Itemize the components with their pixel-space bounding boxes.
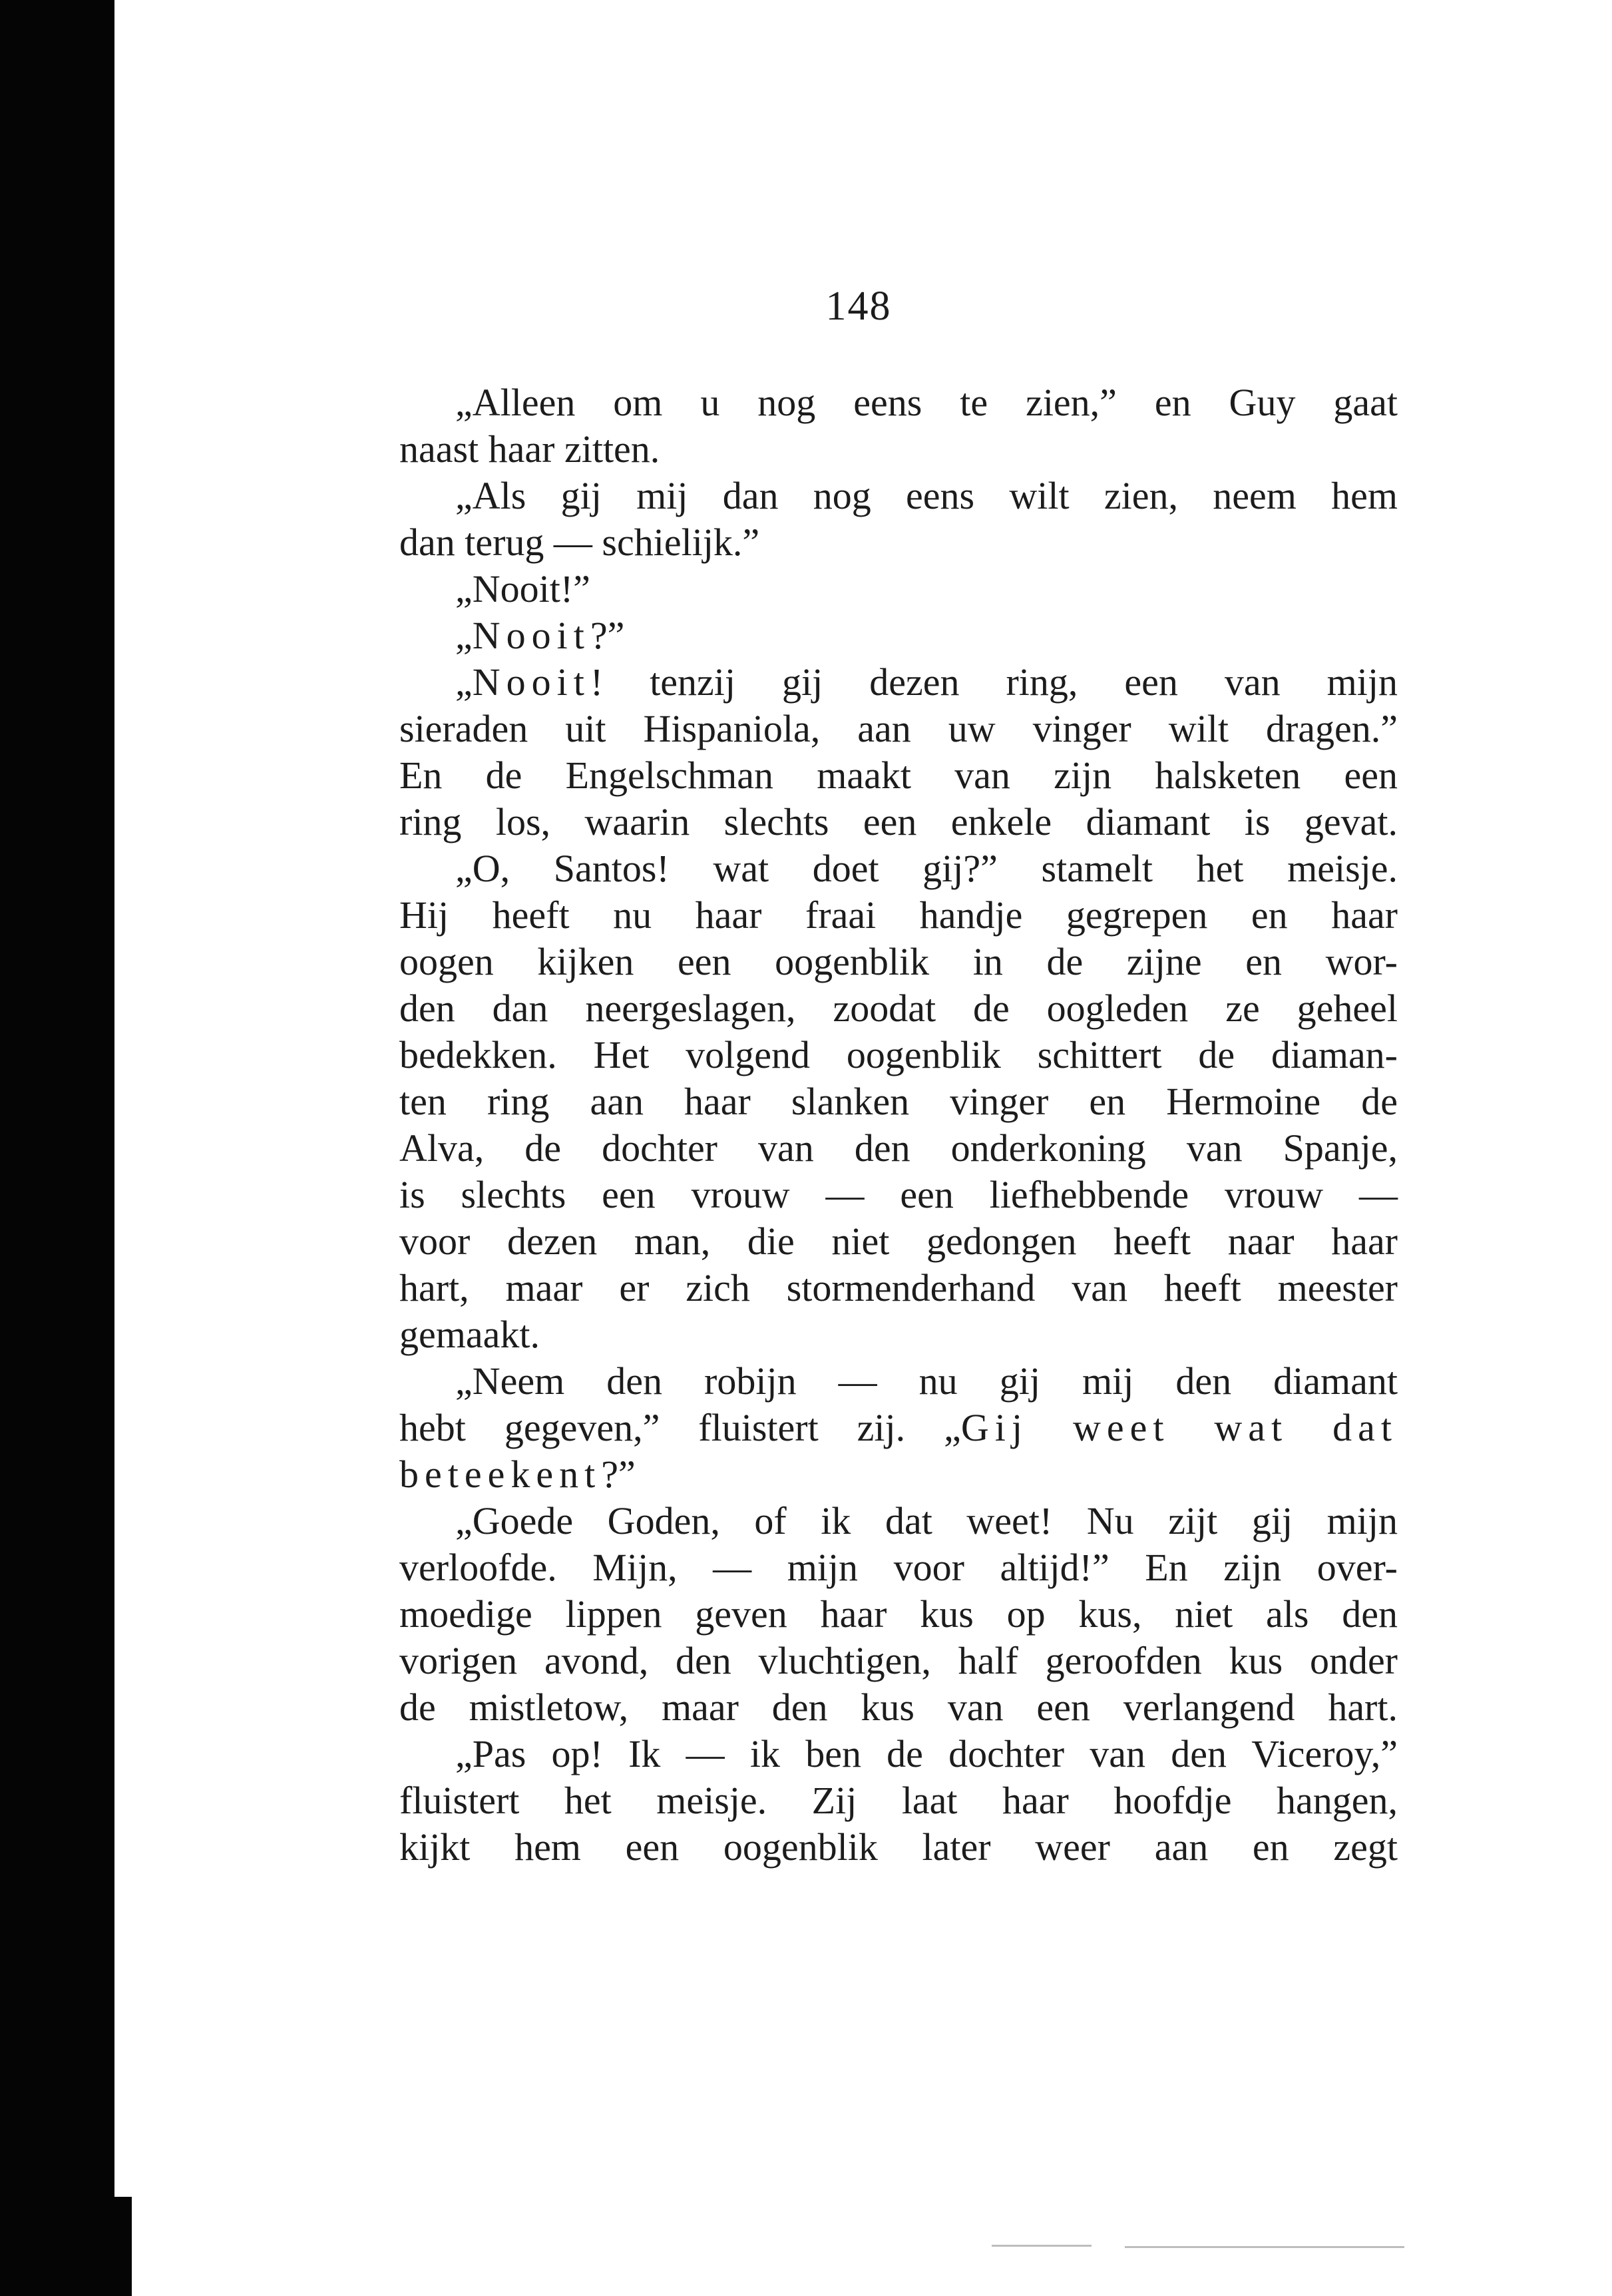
text-run: „ bbox=[455, 660, 473, 704]
text-run: „Goede Goden, of ik dat weet! Nu zijt gij mijn bbox=[455, 1499, 1398, 1542]
text-line bbox=[399, 1731, 1398, 1777]
text-line bbox=[399, 939, 1398, 985]
text-line bbox=[399, 1358, 1398, 1405]
text-line bbox=[399, 1451, 1398, 1498]
text-line bbox=[399, 1032, 1398, 1078]
text-line bbox=[399, 1311, 1398, 1358]
text-line bbox=[399, 426, 1398, 473]
text-line bbox=[399, 1498, 1398, 1544]
text-run: ! tenzij gij dezen ring, een van mijn bbox=[590, 660, 1398, 704]
text-run: „O, Santos! wat doet gij?” stamelt het meisje. bbox=[455, 847, 1398, 890]
text-run: „Alleen om u nog eens te zien,” en Guy gaat bbox=[455, 381, 1398, 424]
text-run: „Neem den robijn — nu gij mij den diamant bbox=[455, 1359, 1398, 1403]
text-line bbox=[399, 566, 1398, 612]
text-run: „Pas op! Ik — ik ben de dochter van den Viceroy,” bbox=[455, 1732, 1398, 1775]
text-run: hebt gegeven,” fluistert zij. „ bbox=[399, 1406, 961, 1449]
text-run: den dan neergeslagen, zoodat de oogleden ze geheel bbox=[399, 987, 1398, 1030]
text-run: is slechts een vrouw — een liefhebbende vrouw — bbox=[399, 1173, 1398, 1216]
text-run: ten ring aan haar slanken vinger en Hermoine de bbox=[399, 1080, 1398, 1123]
text-run: de mistletow, maar den kus van een verlangend hart. bbox=[399, 1686, 1398, 1729]
scan-speck bbox=[1125, 2246, 1404, 2248]
text-line bbox=[399, 706, 1398, 752]
text-line bbox=[399, 1591, 1398, 1638]
letterspaced-text: Nooit bbox=[472, 660, 590, 704]
text-line bbox=[399, 1824, 1398, 1871]
text-line bbox=[399, 845, 1398, 892]
text-run: „ bbox=[455, 614, 473, 657]
text-run: naast haar zitten. bbox=[399, 427, 660, 471]
text-run: Alva, de dochter van den onderkoning van Spanje, bbox=[399, 1126, 1398, 1170]
text-line bbox=[399, 892, 1398, 939]
text-run: moedige lippen geven haar kus op kus, niet als den bbox=[399, 1592, 1398, 1636]
text-line bbox=[399, 1125, 1398, 1172]
text-run: bedekken. Het volgend oogenblik schittert de diaman- bbox=[399, 1033, 1398, 1076]
scan-edge-shadow-tail bbox=[114, 2197, 132, 2296]
text-line bbox=[399, 1684, 1398, 1731]
scan-speck bbox=[992, 2245, 1092, 2247]
text-run: fluistert het meisje. Zij laat haar hoofdje hangen, bbox=[399, 1779, 1398, 1822]
text-run: ?” bbox=[590, 614, 625, 657]
scan-edge-shadow bbox=[0, 0, 114, 2296]
text-run: oogen kijken een oogenblik in de zijne en wor- bbox=[399, 940, 1398, 983]
text-run: ring los, waarin slechts een enkele diamant is gevat. bbox=[399, 800, 1398, 843]
text-run: sieraden uit Hispaniola, aan uw vinger wilt dragen.” bbox=[399, 707, 1398, 750]
text-line bbox=[399, 1544, 1398, 1591]
text-line bbox=[399, 1777, 1398, 1824]
text-line bbox=[399, 752, 1398, 799]
text-run: Hij heeft nu haar fraai handje gegrepen en haar bbox=[399, 893, 1398, 937]
text-run: ?” bbox=[601, 1453, 636, 1496]
text-line bbox=[399, 1638, 1398, 1684]
text-line bbox=[399, 1172, 1398, 1218]
text-line bbox=[399, 1265, 1398, 1311]
text-run: En de Engelschman maakt van zijn halsketen een bbox=[399, 754, 1398, 797]
letterspaced-text: Nooit bbox=[472, 614, 590, 657]
letterspaced-text: Gij weet wat dat bbox=[960, 1406, 1398, 1449]
text-line bbox=[399, 1405, 1398, 1451]
text-line bbox=[399, 612, 1398, 659]
text-line bbox=[399, 519, 1398, 566]
text-run: verloofde. Mijn, — mijn voor altijd!” En zijn over- bbox=[399, 1546, 1398, 1589]
text-line bbox=[399, 1218, 1398, 1265]
text-line bbox=[399, 473, 1398, 519]
text-run: vorigen avond, den vluchtigen, half geroofden kus onder bbox=[399, 1639, 1398, 1682]
text-line bbox=[399, 799, 1398, 845]
text-line bbox=[399, 659, 1398, 706]
text-run: „Nooit!” bbox=[455, 567, 590, 610]
text-run: voor dezen man, die niet gedongen heeft naar haar bbox=[399, 1220, 1398, 1263]
text-run: gemaakt. bbox=[399, 1313, 540, 1356]
text-line bbox=[399, 379, 1398, 426]
body-text bbox=[399, 379, 1398, 1871]
letterspaced-text: beteekent bbox=[399, 1453, 602, 1496]
text-run: dan terug — schielijk.” bbox=[399, 521, 760, 564]
text-run: „Als gij mij dan nog eens wilt zien, neem hem bbox=[455, 474, 1398, 517]
text-run: kijkt hem een oogenblik later weer aan en zegt bbox=[399, 1825, 1398, 1869]
page-number: 148 bbox=[825, 284, 892, 329]
text-line bbox=[399, 1078, 1398, 1125]
text-run: hart, maar er zich stormenderhand van heeft meester bbox=[399, 1266, 1398, 1309]
text-line bbox=[399, 985, 1398, 1032]
